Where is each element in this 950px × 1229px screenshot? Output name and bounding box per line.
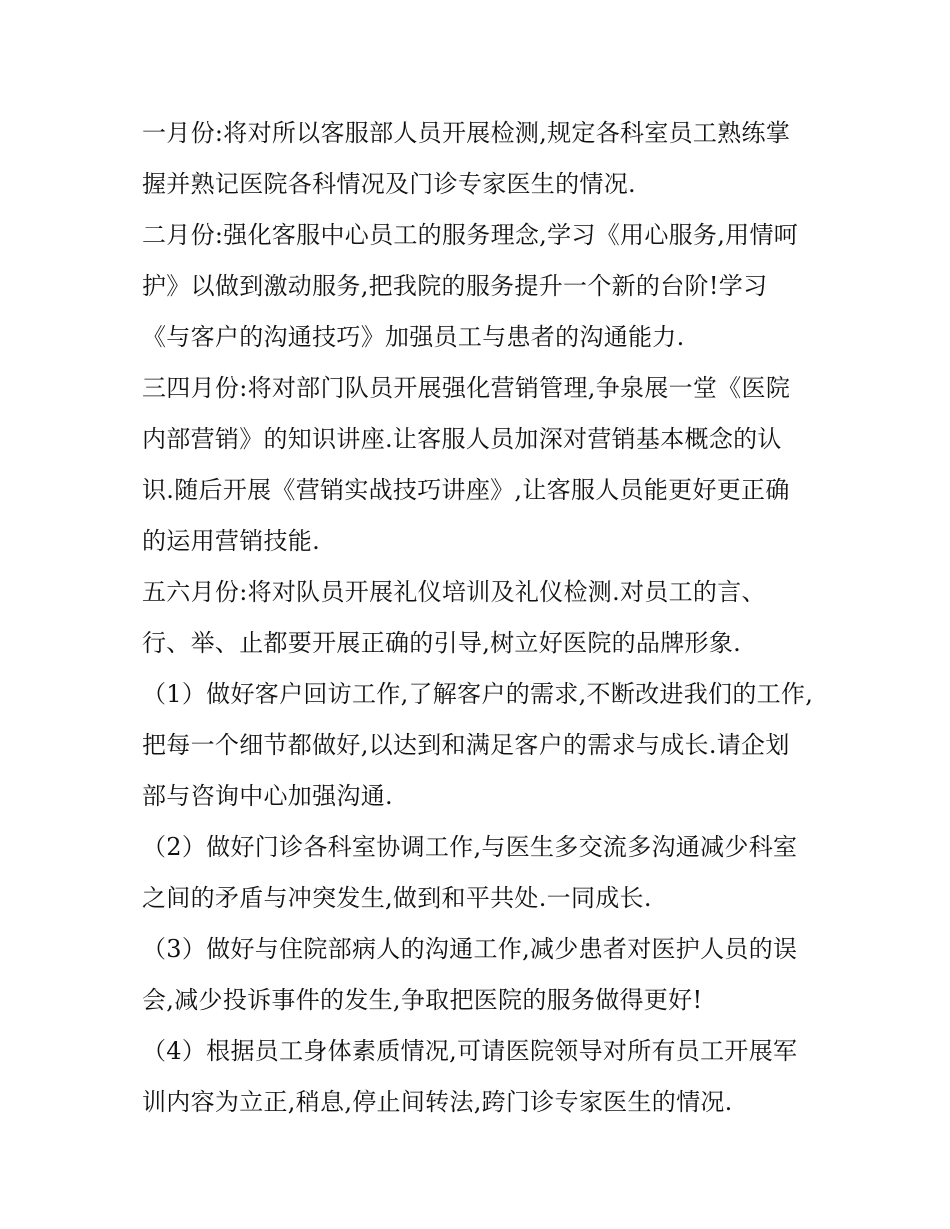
text-line: （3）做好与住院部病人的沟通工作,减少患者对医护人员的误: [142, 935, 798, 963]
text-line: 行、举、止都要开展正确的引导,树立好医院的品牌形象.: [142, 629, 742, 657]
text-line: 会,减少投诉事件的发生,争取把医院的服务做得更好!: [142, 986, 703, 1014]
text-line: 握并熟记医院各科情况及门诊专家医生的情况.: [142, 170, 636, 198]
text-line: 护》以做到激动服务,把我院的服务提升一个新的台阶!学习: [142, 272, 768, 300]
text-line: （4）根据员工身体素质情况,可请医院领导对所有员工开展军: [142, 1037, 798, 1065]
text-line: 识.随后开展《营销实战技巧讲座》,让客服人员能更好更正确: [142, 476, 790, 504]
text-line: 训内容为立正,稍息,停止间转法,跨门诊专家医生的情况.: [142, 1088, 733, 1116]
text-line: 的运用营销技能.: [142, 527, 321, 555]
text-line: 部与咨询中心加强沟通.: [142, 782, 393, 810]
text-line: （1）做好客户回访工作,了解客户的需求,不断改进我们的工作,: [142, 680, 814, 708]
text-line: 内部营销》的知识讲座.让客服人员加深对营销基本概念的认: [142, 425, 782, 453]
text-line: 一月份:将对所以客服部人员开展检测,规定各科室员工熟练掌: [142, 119, 791, 147]
text-line: （2）做好门诊各科室协调工作,与医生多交流多沟通减少科室: [142, 833, 798, 861]
text-line: 《与客户的沟通技巧》加强员工与患者的沟通能力.: [142, 323, 685, 351]
text-line: 三四月份:将对部门队员开展强化营销管理,争泉展一堂《医院: [142, 374, 791, 402]
text-line: 五六月份:将对队员开展礼仪培训及礼仪检测.对员工的言、: [142, 578, 766, 606]
document-body: [142, 108, 822, 1128]
text-line: 之间的矛盾与冲突发生,做到和平共处.一同成长.: [142, 884, 652, 912]
text-line: 二月份:强化客服中心员工的服务理念,学习《用心服务,用情呵: [142, 221, 799, 249]
text-line: 把每一个细节都做好,以达到和满足客户的需求与成长.请企划: [142, 731, 790, 759]
